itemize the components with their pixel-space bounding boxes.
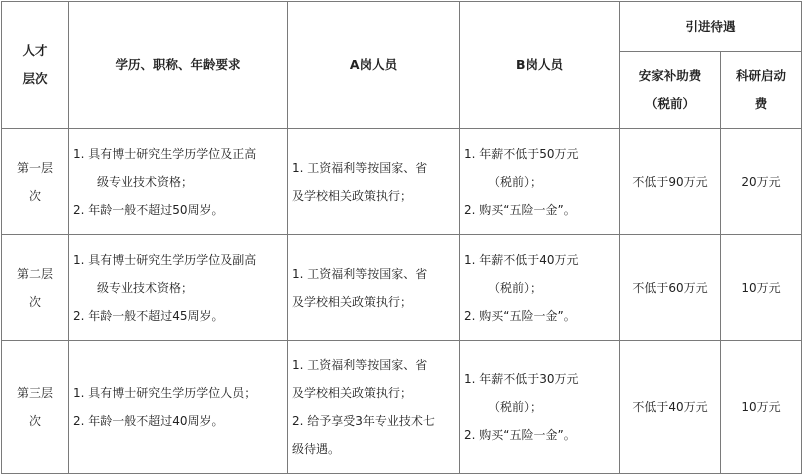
post-b-line: 1. 年薪不低于50万元	[464, 146, 579, 161]
post-b-line: 1. 年薪不低于40万元	[464, 252, 579, 267]
requirements-line: 1. 具有博士研究生学历学位及正高	[73, 146, 257, 161]
post-a-cell	[288, 341, 460, 474]
requirements-line: 2. 年龄一般不超过40周岁。	[73, 414, 224, 428]
header-post-b: B岗人员	[460, 2, 620, 129]
table-row	[2, 235, 802, 341]
requirements-cell	[69, 341, 288, 474]
post-b-line: （税前）；	[488, 400, 543, 414]
housing-subsidy-cell: 不低于60万元	[620, 235, 721, 341]
post-b-cell	[460, 235, 620, 341]
post-a-line: 及学校相关政策执行；	[292, 386, 413, 400]
post-b-line: 2. 购买“五险一金”。	[464, 202, 576, 217]
header-requirements: 学历、职称、年龄要求	[69, 2, 288, 129]
table-row	[2, 129, 802, 235]
requirements-line: 级专业技术资格；	[97, 280, 194, 295]
post-b-line: （税前）；	[488, 174, 543, 189]
tier-cell: 第一层 次	[2, 129, 69, 235]
post-b-line: 2. 购买“五险一金”。	[464, 428, 576, 442]
post-a-cell	[288, 129, 460, 235]
research-funding-cell: 10万元	[721, 235, 802, 341]
post-b-line: （税前）；	[488, 280, 543, 295]
requirements-line: 1. 具有博士研究生学历学位人员；	[73, 386, 257, 400]
post-b-line: 1. 年薪不低于30万元	[464, 372, 579, 386]
requirements-line: 级专业技术资格；	[97, 174, 194, 189]
post-a-line: 1. 工资福利等按国家、省	[292, 266, 428, 281]
talent-tier-table	[1, 1, 802, 474]
requirements-line: 2. 年龄一般不超过50周岁。	[73, 202, 224, 217]
post-a-line: 1. 工资福利等按国家、省	[292, 160, 428, 175]
header-housing-subsidy: 安家补助费 （税前）	[620, 52, 721, 129]
requirements-cell	[69, 129, 288, 235]
post-b-cell	[460, 341, 620, 474]
post-b-cell	[460, 129, 620, 235]
post-a-line: 级待遇。	[292, 442, 341, 456]
requirements-line: 1. 具有博士研究生学历学位及副高	[73, 252, 257, 267]
tier-cell: 第三层 次	[2, 341, 69, 474]
header-benefits: 引进待遇	[620, 2, 802, 52]
housing-subsidy-cell: 不低于40万元	[620, 341, 721, 474]
post-a-line: 及学校相关政策执行；	[292, 188, 413, 203]
housing-subsidy-cell: 不低于90万元	[620, 129, 721, 235]
header-post-a: A岗人员	[288, 2, 460, 129]
post-a-line: 1. 工资福利等按国家、省	[292, 358, 428, 372]
tier-cell: 第二层 次	[2, 235, 69, 341]
post-a-line: 2. 给予享受3年专业技术七	[292, 414, 435, 428]
post-a-line: 及学校相关政策执行；	[292, 294, 413, 309]
research-funding-cell: 10万元	[721, 341, 802, 474]
table-row	[2, 341, 802, 474]
requirements-line: 2. 年龄一般不超过45周岁。	[73, 308, 224, 323]
post-a-cell	[288, 235, 460, 341]
header-tier: 人才 层次	[2, 2, 69, 129]
post-b-line: 2. 购买“五险一金”。	[464, 308, 576, 323]
research-funding-cell: 20万元	[721, 129, 802, 235]
requirements-cell	[69, 235, 288, 341]
header-research-funding: 科研启动 费	[721, 52, 802, 129]
